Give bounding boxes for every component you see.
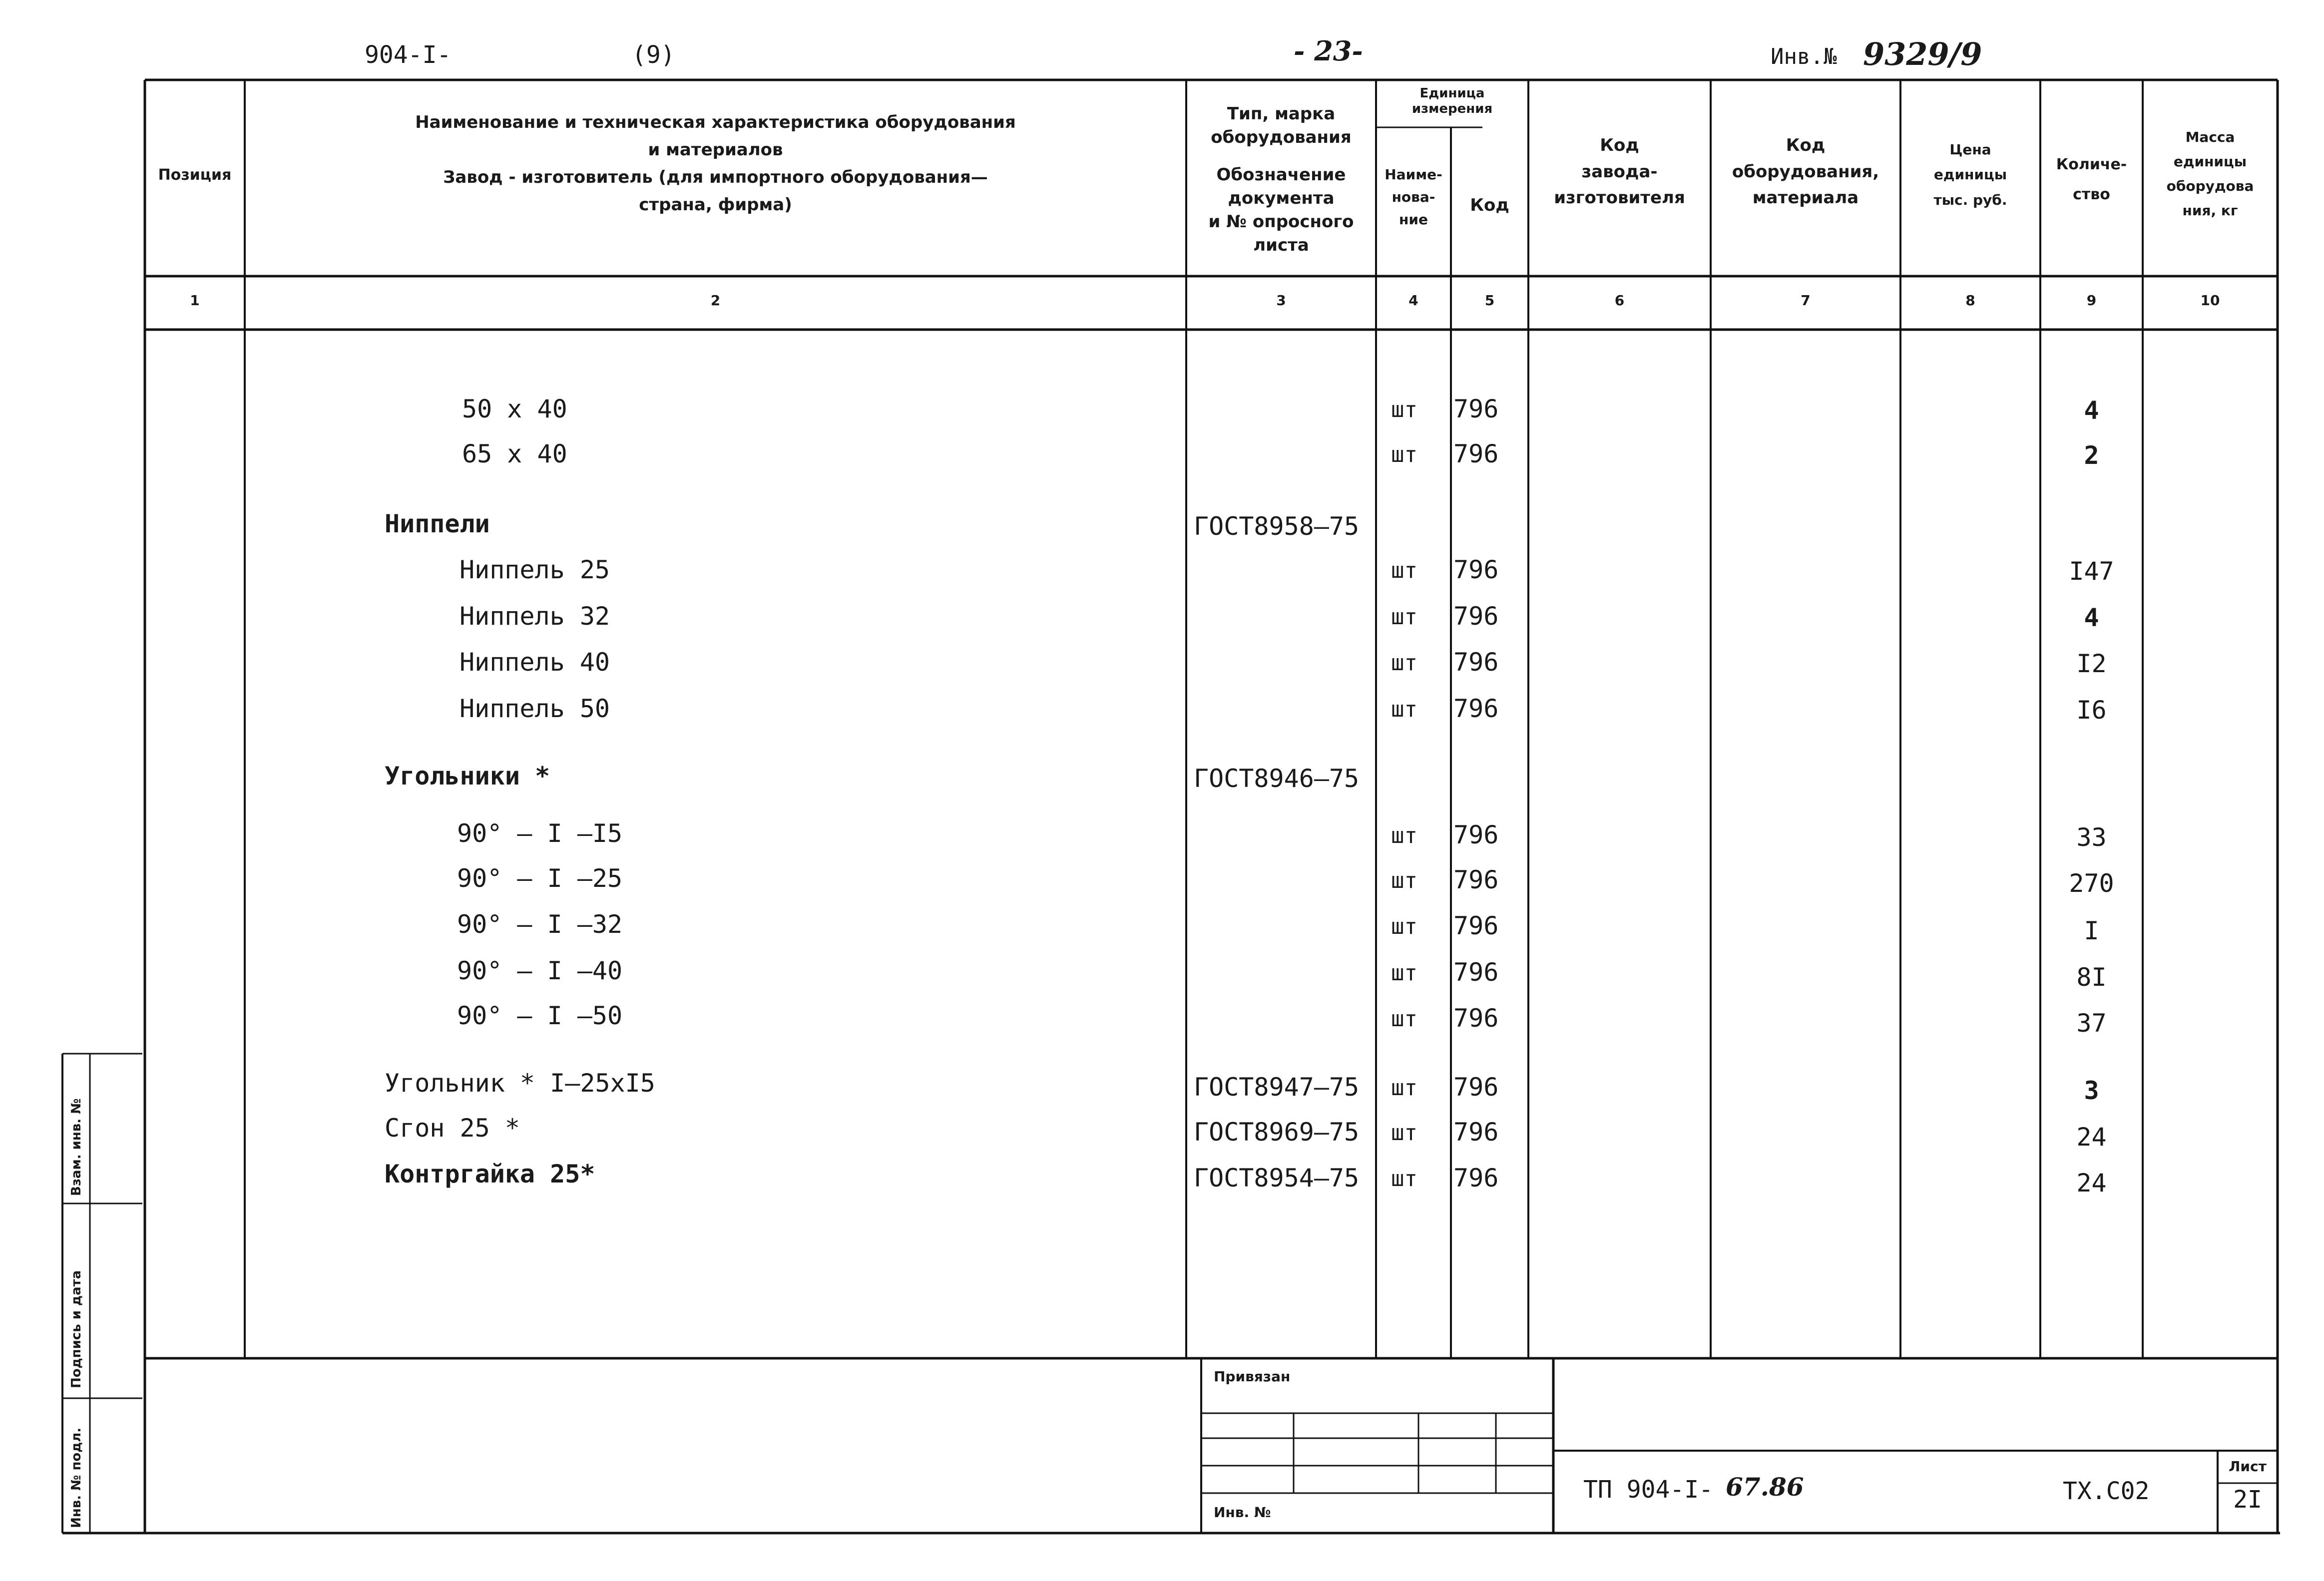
- table-row-qty: 37: [2076, 1009, 2107, 1038]
- table-row-code: 796: [1453, 439, 1499, 468]
- table-row-code: 796: [1453, 958, 1499, 987]
- header-mass: Масса единицы оборудова ния, кг: [2166, 129, 2254, 219]
- table-row-name: Ниппель 50: [460, 694, 610, 723]
- header-equipment-code: Код оборудования, материала: [1732, 135, 1879, 208]
- table-row-name: Ниппель 25: [460, 555, 610, 584]
- table-row-name: 50 х 40: [462, 395, 567, 423]
- table-row-name: Сгон 25 *: [385, 1114, 520, 1143]
- column-number: 3: [1276, 292, 1286, 309]
- column-number: 5: [1484, 292, 1495, 309]
- column-number: 2: [710, 292, 721, 309]
- table-row-name: Ниппель 32: [460, 602, 610, 631]
- stamp-attached: Привязан: [1214, 1368, 1291, 1385]
- table-row-code: 796: [1453, 1118, 1499, 1147]
- side-label-original-inv: Инв. № подл.: [69, 1427, 84, 1528]
- table-row-qty: I6: [2076, 696, 2107, 725]
- column-number: 7: [1801, 292, 1811, 309]
- table-row-unit: шт: [1391, 697, 1417, 722]
- column-number: 6: [1614, 292, 1625, 309]
- table-row-doc: ГОСТ8954–75: [1194, 1164, 1360, 1192]
- table-row-unit: шт: [1391, 1120, 1417, 1146]
- table-row-qty: I47: [2069, 557, 2114, 586]
- table-row-unit: шт: [1391, 604, 1417, 630]
- page-number: - 23-: [1294, 35, 1363, 67]
- table-row-name: 90° – I –40: [457, 956, 623, 985]
- header-unit-name: Наиме- нова- ние: [1385, 166, 1442, 228]
- side-label-replacement-inv: Взам. инв. №: [69, 1098, 84, 1196]
- table-row-qty: 24: [2076, 1169, 2107, 1197]
- table-row-unit: шт: [1391, 558, 1417, 583]
- stamp-inv-no: Инв. №: [1214, 1504, 1271, 1521]
- table-row-qty: 270: [2069, 869, 2114, 898]
- table-row-qty: 24: [2076, 1123, 2107, 1152]
- table-row-qty: 4: [2084, 396, 2099, 425]
- table-row-doc: ГОСТ8969–75: [1194, 1118, 1360, 1147]
- table-row-code: 796: [1453, 1004, 1499, 1033]
- table-row-unit: шт: [1391, 1006, 1417, 1032]
- table-row-name: Угольники *: [385, 762, 550, 790]
- table-row-qty: 4: [2084, 603, 2099, 632]
- series-code: 904-I-: [365, 41, 452, 69]
- header-unit: Единица измерения: [1411, 86, 1493, 117]
- table-row-unit: шт: [1391, 914, 1417, 939]
- column-number: 8: [1965, 292, 1975, 309]
- table-row-name: 90° – I –50: [457, 1001, 623, 1030]
- table-row-name: Угольник * I–25хI5: [385, 1069, 655, 1098]
- table-row-qty: I2: [2076, 649, 2107, 678]
- table-row-code: 796: [1453, 395, 1499, 423]
- table-row-unit: шт: [1391, 397, 1417, 422]
- header-factory-code: Код завода- изготовителя: [1554, 135, 1685, 208]
- header-quantity: Количе- ство: [2056, 156, 2127, 203]
- table-row-qty: 8I: [2076, 963, 2107, 992]
- header-type: Тип, марка оборудования Обозначение документа и № опросного листа: [1208, 104, 1354, 255]
- table-row-name: 90° – I –25: [457, 864, 623, 893]
- table-row-unit: шт: [1391, 1075, 1417, 1101]
- table-row-code: 796: [1453, 1164, 1499, 1192]
- header-position: Позиция: [158, 166, 232, 184]
- table-row-name: 90° – I –32: [457, 910, 623, 939]
- table-row-name: Контргайка 25*: [385, 1160, 595, 1188]
- table-row-doc: ГОСТ8958–75: [1194, 512, 1360, 541]
- table-row-doc: ГОСТ8947–75: [1194, 1073, 1360, 1102]
- inventory-label: Инв.№: [1771, 44, 1837, 69]
- column-number: 10: [2200, 292, 2220, 309]
- table-row-qty: 3: [2084, 1076, 2099, 1105]
- project-code-prefix: ТП 904-I-: [1583, 1476, 1714, 1504]
- document-code: ТХ.С02: [2063, 1477, 2150, 1505]
- part-number: (9): [632, 41, 675, 69]
- table-row-name: 90° – I –I5: [457, 819, 623, 848]
- table-row-code: 796: [1453, 602, 1499, 631]
- table-row-code: 796: [1453, 555, 1499, 584]
- column-number: 4: [1408, 292, 1418, 309]
- table-row-unit: шт: [1391, 1166, 1417, 1191]
- table-row-code: 796: [1453, 911, 1499, 940]
- table-row-unit: шт: [1391, 442, 1417, 467]
- table-row-code: 796: [1453, 694, 1499, 723]
- table-row-unit: шт: [1391, 823, 1417, 848]
- table-row-qty: 33: [2076, 823, 2107, 852]
- table-row-name: 65 х 40: [462, 439, 567, 468]
- table-row-unit: шт: [1391, 960, 1417, 986]
- table-row-unit: шт: [1391, 650, 1417, 676]
- table-row-qty: I: [2084, 916, 2099, 945]
- table-row-code: 796: [1453, 1073, 1499, 1102]
- table-row-name: Ниппели: [385, 509, 490, 538]
- table-row-qty: 2: [2084, 441, 2099, 470]
- column-number: 9: [2086, 292, 2097, 309]
- sheet-number: 2I: [2233, 1486, 2262, 1514]
- sheet-label: Лист: [2229, 1458, 2267, 1475]
- header-price: Цена единицы тыс. руб.: [1933, 141, 2007, 208]
- table-row-name: Ниппель 40: [460, 648, 610, 677]
- project-code-suffix: 67.86: [1726, 1472, 1804, 1502]
- table-row-code: 796: [1453, 648, 1499, 677]
- table-row-code: 796: [1453, 820, 1499, 849]
- side-label-signature-date: Подпись и дата: [69, 1270, 84, 1388]
- column-number: 1: [190, 292, 200, 309]
- header-unit-code: Код: [1470, 195, 1509, 215]
- table-row-code: 796: [1453, 865, 1499, 894]
- inventory-number: 9329/9: [1863, 36, 1982, 72]
- table-row-doc: ГОСТ8946–75: [1194, 764, 1360, 793]
- header-name: Наименование и техническая характеристика оборудования и материалов Завод - изготовитель (для импортного оборудования— страна, фирма): [415, 112, 1016, 215]
- table-row-unit: шт: [1391, 868, 1417, 893]
